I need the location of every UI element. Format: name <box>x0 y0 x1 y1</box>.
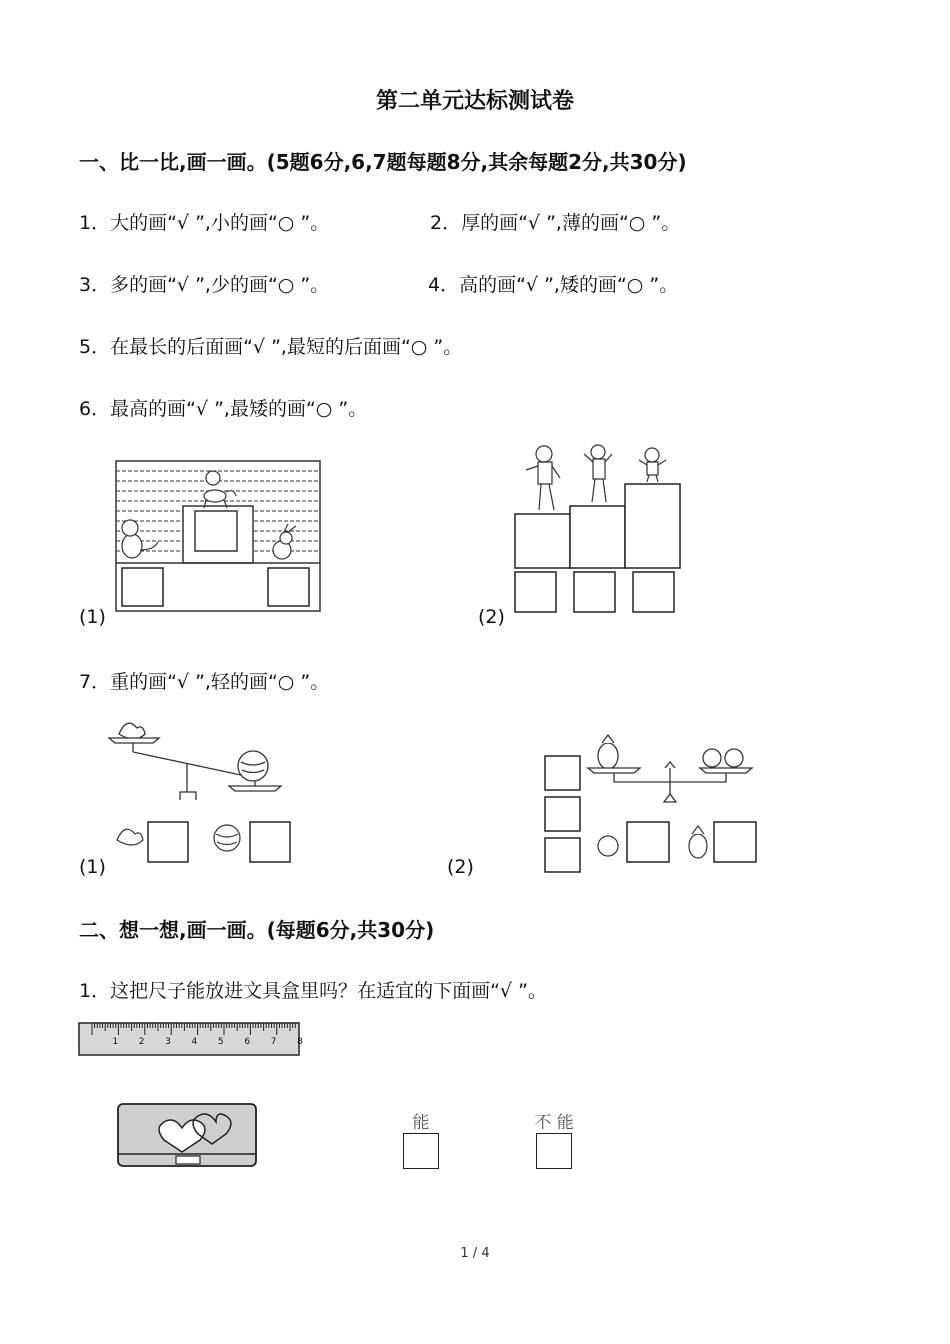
ruler-tick-label: 2 <box>138 1037 145 1047</box>
q7-label-1: (1) <box>79 856 106 878</box>
pineapple-icon <box>689 826 707 858</box>
q6-figure-1 <box>110 458 325 618</box>
option-no-label: 不 能 <box>534 1113 574 1133</box>
watermelon-icon <box>214 825 240 851</box>
q6-label-1: (1) <box>79 606 106 628</box>
ruler-tick-label: 4 <box>191 1037 198 1047</box>
q6-figure-2 <box>510 440 690 616</box>
child-icon <box>526 446 560 510</box>
ruler-tick-label: 3 <box>165 1037 171 1047</box>
option-yes-box[interactable] <box>403 1133 439 1169</box>
page-title: 第二单元达标测试卷 <box>375 89 574 114</box>
pineapple-icon <box>598 735 618 769</box>
q7-figure-1 <box>105 712 305 868</box>
q6-label-2: (2) <box>478 606 505 628</box>
watermelon-icon <box>238 751 268 781</box>
apple-icon <box>598 836 618 856</box>
pencil-case-image <box>116 1102 260 1170</box>
ruler-tick-label: 8 <box>297 1037 303 1047</box>
q7-label-2: (2) <box>447 856 474 878</box>
question-6: 6．最高的画“√ ”,最矮的画“○ ”。 <box>79 398 368 420</box>
ruler-image <box>78 1022 302 1058</box>
question-4: 4．高的画“√ ”,矮的画“○ ”。 <box>428 274 679 296</box>
dog-icon <box>204 471 236 508</box>
cat-icon <box>122 520 158 558</box>
ruler-tick-label: 1 <box>112 1037 119 1047</box>
child-icon <box>584 445 612 502</box>
question-5: 5．在最长的后面画“√ ”,最短的后面画“○ ”。 <box>79 336 463 358</box>
ruler-tick-label: 5 <box>217 1037 224 1047</box>
option-yes-label: 能 <box>412 1113 430 1133</box>
child-icon <box>639 448 666 482</box>
s2-question-1: 1．这把尺子能放进文具盒里吗？在适宜的下面画“√ ”。 <box>79 980 547 1002</box>
ruler-tick-label: 7 <box>270 1037 277 1047</box>
ruler-tick-label: 6 <box>244 1037 251 1047</box>
q6-1-answer-box-left <box>122 568 163 606</box>
section1-heading: 一、比一比,画一画。(5题6分,6,7题每题8分,其余每题2分,共30分) <box>79 150 687 174</box>
option-no-box[interactable] <box>536 1133 572 1169</box>
question-7: 7．重的画“√ ”,轻的画“○ ”。 <box>79 671 330 693</box>
q6-1-answer-box-right <box>268 568 309 606</box>
section2-heading: 二、想一想,画一画。(每题6分,共30分) <box>79 918 435 942</box>
peach-icon <box>117 829 143 845</box>
peach-icon <box>119 723 145 739</box>
question-3: 3．多的画“√ ”,少的画“○ ”。 <box>79 274 330 296</box>
question-1: 1．大的画“√ ”,小的画“○ ”。 <box>79 212 330 234</box>
q7-figure-2 <box>540 734 760 878</box>
page-number: 1 / 4 <box>460 1246 490 1261</box>
question-2: 2．厚的画“√ ”,薄的画“○ ”。 <box>430 212 681 234</box>
apple-icon <box>703 749 743 767</box>
